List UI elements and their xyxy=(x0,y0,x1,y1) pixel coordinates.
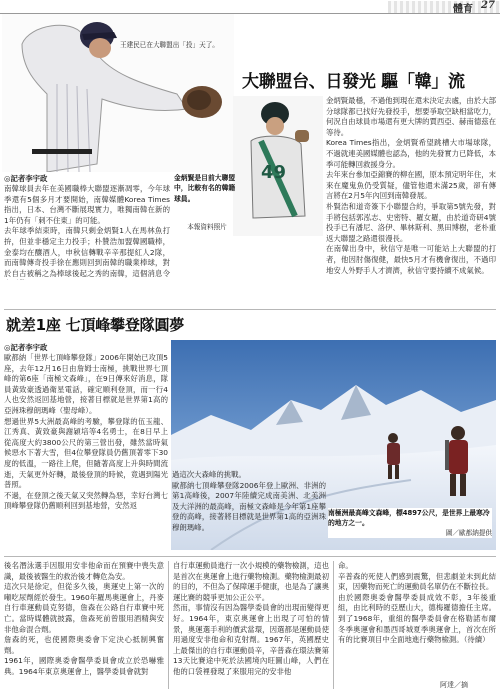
photo-credit-kim: 本報資料照片 xyxy=(187,223,227,231)
pitcher-kim-illustration xyxy=(233,96,323,236)
headline-story1: 大聯盟台、日發光 驅「韓」流 xyxy=(242,72,465,92)
story3-column-1: 後名潛泳選手因服用安非他命而在預賽中喪失意識，最後被醫生的救治後才轉危為安。 這次只是徐定，但從多久後，奧運史上第一次的噸吃尿劑經於發生。1960年羅馬奧運會上，丹麥自行車運動員克努德，詹森在公路自行車賽中死亡。當時媒體就披露，詹森死前曾服用酒精與安非他命混合劑。 詹森的死，也使國際奧委會下定決心抵制興奮劑。 1961年，國際奧委會醫學委員會成立於恐嚇雅典。1964年東京奧運會上，醫學委員會就對 xyxy=(4,561,164,676)
page-number: 27 xyxy=(481,0,495,11)
story2-column-mid: 過這次大森峰的挑戰。 歐都納七頂峰攀登隊2006年登上歐洲、非洲的第1高峰後，2007年陸續完成南美洲、北美洲及大洋洲的最高峰，南極文森峰是今年第1座攀登的高峰，接著將目標就是世界第1高的亞洲珠穆朗瑪峰。 xyxy=(172,470,326,532)
headline-story2: 就差1座 七頂峰攀登隊圓夢 xyxy=(6,316,185,334)
page-header xyxy=(0,0,500,14)
svg-text:49: 49 xyxy=(261,162,287,183)
column-divider-a xyxy=(168,561,169,689)
section-divider-2 xyxy=(4,556,496,557)
baseball-photo-kim xyxy=(233,96,323,236)
section-name: 體育 xyxy=(453,4,473,15)
column-divider-b xyxy=(333,561,334,689)
photo-credit-mountain: 圖／歐都納提供 xyxy=(445,529,492,537)
section-divider-1 xyxy=(4,309,496,310)
story3-column-3: 命。 辛普森的死使人們感到震驚，但悲劇並未到此結束，因藥物而死亡的運動員名單仍在不斷拉長。 由於國際奧委會醫學委員成效不彰，3年後重組，由比利時的亞歷山大，德梅羅德擔任主席。到了1968年，重組的醫學委員會在格勒諾布爾冬季奧運會和墨西哥城夏季奧運會上，首次在所有的比賽項目中全面地進行藥物檢測。（待續） xyxy=(338,561,496,645)
story1-column-mid xyxy=(173,238,325,296)
story1-column-left: 南韓球員去年在美國職棒大聯盟逐漸凋零，今年球季還有5個多月才要開始，南韓媒體Korea Times指出，日本、台灣不斷展現實力，唯獨南韓在新的1年仍有「刺不住東」的可能。 去年球季結束時，南韓只剩金炳賢1人在馬林魚打拚，但並非穩定主力投手；朴贊浩加盟韓國職棒，金泰均在釀酒人，申秋信轉戰辛辛那提紅人2隊，而南韓傳奇投手徐在應則回到南韓的職業棒球，對於自古被稱之為棒球後起之秀的南韓，這個消息令 xyxy=(4,184,170,278)
byline-story2: ◎記者李宇政 xyxy=(4,343,48,352)
story2-column-left: 歐都納「世界七頂峰攀登隊」2006年開始已攻頂5座，去年12月16日由詹姆士南極，挑戰世界七頂峰的第6座「南極文森峰」，在9日傳來好消息，隊員黃致豪透過衛星電話，確定順利登頂，而一行4人也安然返回基地營，接著目標就是世界第1高的亞洲珠穆朗瑪峰（聖母峰）。 想過世界5大洲最高峰的考驗，攀登隊的伍玉龍、江秀真、黃致豪與謝穎培等4名勇士，在8日早上從高度大約3800公尺的第三營出發，雖然當時氣候惡水下著大雪，但4位攀登隊員仍舊頂著零下30度的低溫，一路往上爬，但隨著高度上升與時間流逝，天氣更外好轉，最後登頂的時候，竟遇到陽光普照。 不過，在登頂之後天氣又突然轉為惡，幸好台灣七頂峰攀登隊仍舊順利回到基地營，安然返 xyxy=(4,353,168,511)
story3-column-2: 自行車運動員進行一次小規模的藥物檢測，這也是首次在奧運會上進行藥物檢測。藥物檢測最初的目的，不但為了保障運手健康，也是為了讓奧運比賽的競爭更加公正公平。 然而，事情沒有因為醫學委員會的出現而變得更好。1964年，東京奧運會上出現了可怕的情景，奧運選手利的價武當環，因選都是運動員使用過度安非他命和克射劑。1967年，英國歷史上最傑出的自行車運動員辛，辛普森在環法賽第13天比賽途中死於法國境內旺圖山峰，人們在他的口袋裡發現了來服用完的安非他 xyxy=(173,561,329,676)
story1-column-right: 金炳賢最穩，不過他到現在還未決定去處，由於大部分球隊都已找好先發投手，想要爭取空缺相當吃力，何況自由球員市場還有更大牌的賈西亞、赫南德茲在等待。 Korea Times指出，金炳賢希望跳槽大市場球隊，不過就連美國媒體也認為，他的先發實力已降低，本季可能轉回救援身分。 去年來台參加亞錦賽的柳在國，原本預定明年住，末來在魔鬼魚仍受質疑，儘管他還未滿25歲，卻有傳言將在2月5年內回到南韓發展。 朴賢浩和道奇簽下小聯盟合約，爭取第5號先發，對手將包括郭泓志、史密特、羅女羅，由於道奇研4號投手已有潘尼、洛伊、畢林斯利、黑田博樹，老朴重返大聯盟之路還很漫長。 在南韓出身中，秋信守是唯一可能站上大聯盟的打者，他因肘傷復健，最快5月才有機會復出，不過印地安人外野手人才濟濟，秋信守要持續不成氣候。 xyxy=(326,96,496,275)
pitcher-illustration xyxy=(2,14,234,172)
byline-story1: ◎記者李宇政 xyxy=(4,174,48,183)
photo-caption-wang: 王建民已在大聯盟出「投」天了。 xyxy=(120,41,219,49)
photo-caption-mountain-text: 南極洲最高峰文森峰，標4897公尺，是世界上最寒冷的地方之一。 xyxy=(328,509,490,527)
byline-story3: 阿達／摘 xyxy=(440,681,468,689)
baseball-photo-wang xyxy=(2,14,234,172)
photo-caption-mountain xyxy=(328,508,492,538)
photo-caption-kim: 金炳賢是目前大聯盟中，比較有名的韓籍球員。 xyxy=(174,174,236,203)
